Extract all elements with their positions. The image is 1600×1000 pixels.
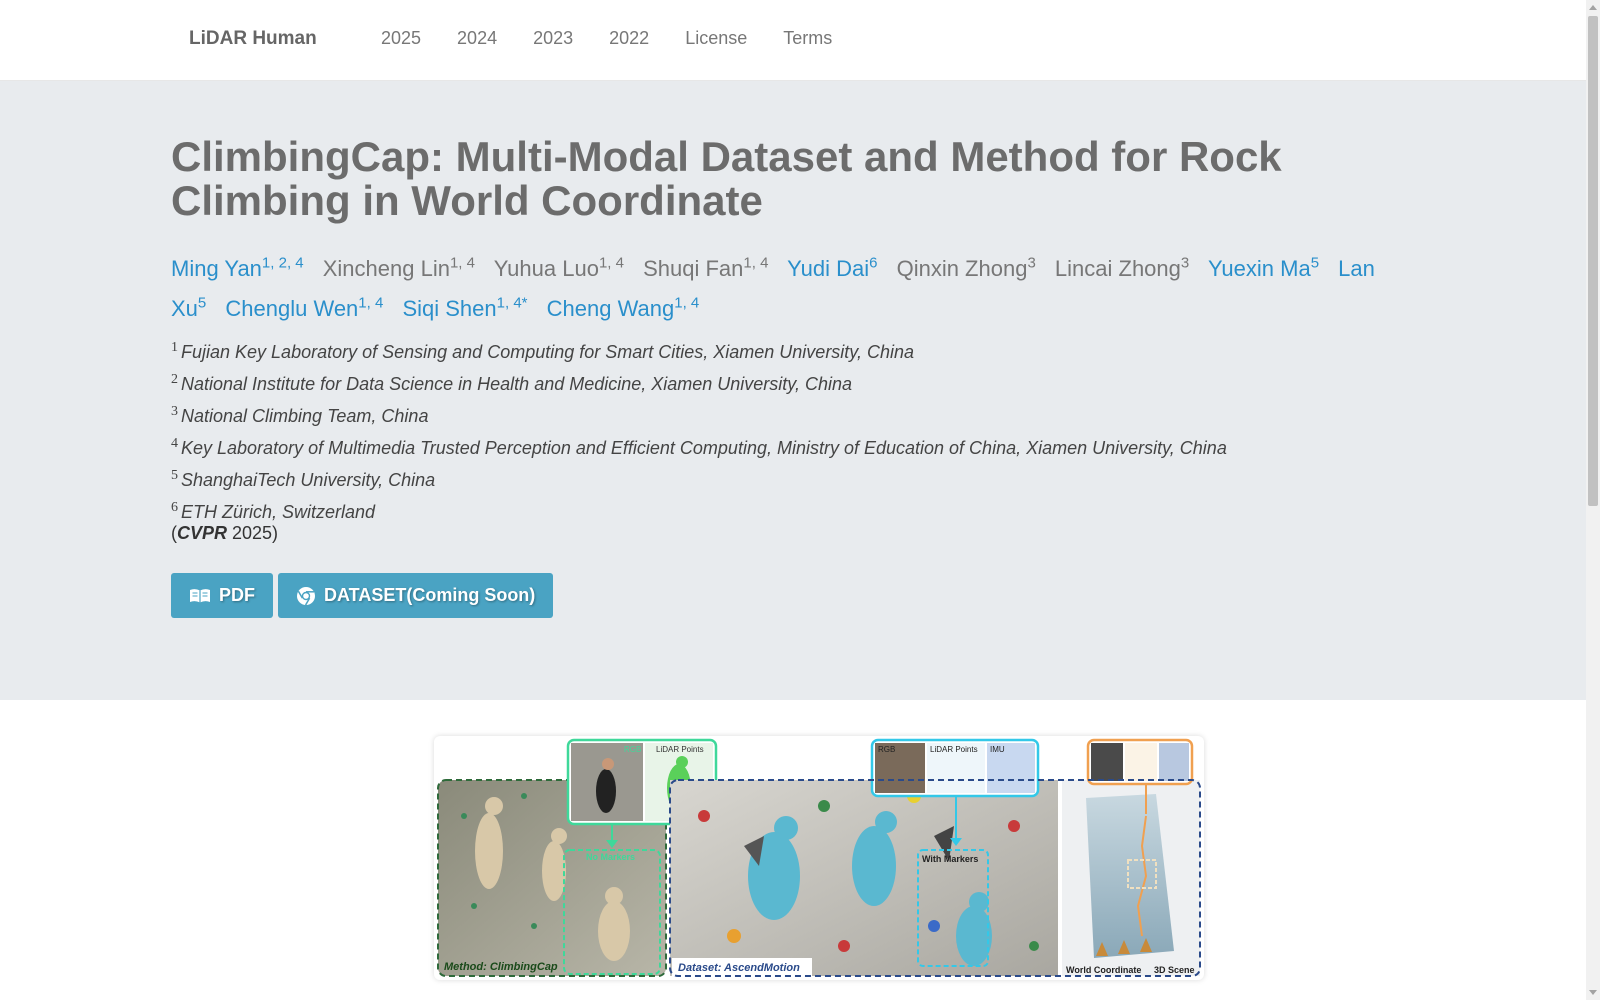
author-name: Shuqi Fan$^{1, 4}$ [643,255,769,282]
scene-label: 3D Scene [1154,965,1195,975]
rgb-label-a: RGB [624,745,642,754]
with-markers-label: With Markers [922,854,979,864]
nav-link-2023[interactable]: 2023 [533,28,574,48]
rgb-label-b: RGB [878,745,896,754]
pdf-button-label: PDF [219,585,255,605]
method-label: Method: ClimbingCap [444,961,558,973]
nav-links [363,28,850,49]
top-navbar [0,0,1586,81]
author-link[interactable]: Siqi Shen$^{1, 4*}$ [402,294,528,321]
chrome-icon [296,586,316,606]
nav-link-license[interactable]: License [685,28,748,48]
imu-label: IMU [990,745,1005,754]
author-link[interactable]: Cheng Wang$^{1, 4}$ [546,294,700,321]
author-name: Yuhua Luo$^{1, 4}$ [493,255,624,282]
site-brand[interactable]: LiDAR Human [189,28,317,49]
affiliation-item: $^5$ ShanghaiTech University, China [171,468,436,490]
page-scrollbar[interactable] [1586,0,1600,1000]
affiliation-item: $^4$ Key Laboratory of Multimedia Trusted Perception and Efficient Computing, Ministry of Education of China, Xiamen University, China [171,436,1227,458]
affiliation-item: $^6$ ETH Zürich, Switzerland [171,500,376,522]
nav-link-2024[interactable]: 2024 [457,28,498,48]
author-name: Xincheng Lin$^{1, 4}$ [322,255,475,282]
lidar-label-a: LiDAR Points [656,745,704,754]
author-link[interactable]: Yuexin Ma$^5$ [1207,255,1320,282]
scroll-up-arrow-icon[interactable] [1589,5,1597,10]
affiliation-item: $^1$ Fujian Key Laboratory of Sensing and Computing for Smart Cities, Xiamen University, China [171,340,915,362]
world-label: World Coordinate [1066,965,1142,975]
venue-line: (CVPR 2025) [171,523,279,543]
lidar-label-b: LiDAR Points [930,745,978,754]
paper-title: ClimbingCap: Multi-Modal Dataset and Method for Rock Climbing in World Coordinate [171,133,1282,224]
nav-link-2025[interactable]: 2025 [381,28,422,48]
author-name: Lincai Zhong$^3$ [1054,255,1190,282]
teaser-illustration [434,736,1204,980]
affiliation-item: $^2$ National Institute for Data Science in Health and Medicine, Xiamen University, China [171,372,853,394]
dataset-button[interactable] [278,573,553,618]
venue-name: CVPR [177,523,228,543]
author-link[interactable]: Yudi Dai$^6$ [787,255,878,282]
author-list [171,247,1421,326]
teaser-figure [434,736,1204,980]
paper-header [0,81,1586,700]
author-name: Qinxin Zhong$^3$ [896,255,1036,282]
author-link[interactable]: Chenglu Wen$^{1, 4}$ [225,294,384,321]
affiliation-item: $^3$ National Climbing Team, China [171,404,429,426]
scroll-down-arrow-icon[interactable] [1589,990,1597,995]
pdf-button[interactable] [171,573,273,618]
nav-link-2022[interactable]: 2022 [609,28,650,48]
no-markers-label: No Markers [586,852,636,862]
book-icon [189,588,211,604]
nav-link-terms[interactable]: Terms [783,28,833,48]
action-buttons [171,573,1421,618]
dataset-label: Dataset: AscendMotion [678,962,800,974]
dataset-button-label: DATASET(Coming Soon) [324,585,536,605]
author-link[interactable]: Lan Xu$^5$ [171,256,1375,321]
affiliation-list [171,334,1421,526]
scroll-thumb[interactable] [1588,16,1598,506]
author-link[interactable]: Ming Yan$^{1, 2, 4}$ [171,255,304,282]
